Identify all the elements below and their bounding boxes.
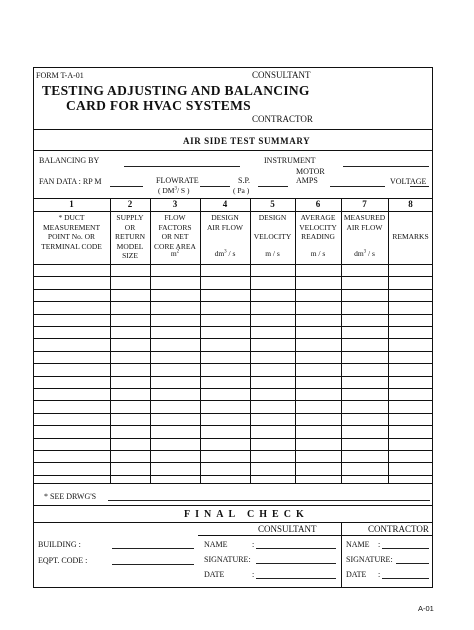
column-number: 6 [315,199,321,209]
column-header-line: SIZE [122,251,138,261]
table-row[interactable] [33,326,433,327]
consultant-name-label: NAME [204,540,228,549]
form-number: FORM T-A-01 [36,71,84,80]
contractor-name-colon: : [378,540,381,549]
column-header-line: CORE AREA [154,241,196,251]
voltage-field[interactable] [410,186,429,187]
column-header [33,213,110,251]
column-header-divider [33,264,433,265]
rpm-field[interactable] [110,186,143,187]
final-check-heading: FINAL CHECK [184,509,309,520]
table-row[interactable] [33,462,433,463]
building-field[interactable] [112,548,194,549]
column-header-line: MEASUREMENT [42,222,101,232]
table-row[interactable] [33,314,433,315]
header-contractor-label: CONTRACTOR [252,114,313,124]
sp-unit: ( Pa ) [233,186,250,195]
consultant-name-field[interactable] [256,548,336,549]
column-header-line: RETURN [115,232,145,242]
table-row[interactable] [33,289,433,290]
final-check-top-divider [33,505,433,506]
column-header-line [388,213,433,223]
consultant-date-field[interactable] [256,578,336,579]
column-number: 1 [69,199,74,209]
summary-heading: AIR SIDE TEST SUMMARY [183,136,311,146]
column-header-line: READING [301,232,335,242]
final-contractor-label: CONTRACTOR [368,524,429,534]
summary-heading-divider [33,150,433,151]
column-header [295,213,341,242]
column-unit: m / s [310,249,326,258]
column-header-line: REMARKS [392,232,429,242]
column-header-line: MEASURED [343,213,386,222]
amps-field[interactable] [330,186,385,187]
table-row[interactable] [33,438,433,439]
contractor-signature-label: SIGNATURE: [346,555,393,564]
column-header-line: AIR FLOW [206,222,244,232]
table-bottom-divider [33,483,433,484]
consultant-signature-label: SIGNATURE: [204,555,251,564]
sp-label: S.P. [238,176,251,185]
table-row[interactable] [33,338,433,339]
final-check-divider [33,522,433,523]
table-column-divider [341,198,342,483]
column-header-line: OR [124,222,136,232]
table-row[interactable] [33,400,433,401]
column-header-line: TERMINAL CODE [41,241,102,251]
column-number: 4 [222,199,228,209]
table-row[interactable] [33,388,433,389]
eqpt-code-label: EQPT. CODE : [38,556,88,565]
table-row[interactable] [33,276,433,277]
column-header-line [250,223,295,233]
building-label: BUILDING : [38,540,81,549]
final-header-divider [198,535,433,536]
see-drawings-field[interactable] [108,500,430,501]
column-header-line: FLOW [164,213,186,222]
amps-label: AMPS [296,176,318,185]
contractor-date-label: DATE [346,570,367,579]
instrument-label: INSTRUMENT [264,156,316,165]
fan-data-label: FAN DATA : RP M [39,177,102,186]
contractor-date-colon: : [378,570,381,579]
column-header [110,213,150,261]
contractor-name-field[interactable] [382,548,429,549]
contractor-signature-field[interactable] [396,563,429,564]
column-header [341,213,388,232]
balancing-by-label: BALANCING BY [39,156,100,165]
motor-label: MOTOR [296,167,325,176]
sp-field[interactable] [258,186,288,187]
form-title-line1: TESTING ADJUSTING AND BALANCING [42,83,310,98]
instrument-field[interactable] [343,166,429,167]
column-header [388,213,433,242]
final-column-divider [341,522,342,588]
column-header-line: AVERAGE [300,213,336,222]
contractor-date-field[interactable] [382,578,429,579]
table-row[interactable] [33,450,433,451]
table-row[interactable] [33,376,433,377]
column-header-line: VELOCITY [253,232,292,242]
header-divider [33,129,433,130]
consultant-date-label: DATE [204,570,225,579]
table-column-divider [200,198,201,483]
column-header-line: SUPPLY [116,213,144,222]
column-header-line: OR NET [161,232,189,242]
column-unit: $dm^3$ / s [214,249,236,258]
see-drawings-note: * SEE DRWG'S [44,492,97,501]
column-unit: $m^2$ [170,249,180,258]
flowrate-label: FLOWRATE [156,176,199,185]
column-header-line: POINT No. OR [47,232,96,242]
column-header-line: VELOCITY [299,222,337,232]
voltage-label: VOLTAGE [390,177,427,186]
flowrate-field[interactable] [200,186,230,187]
table-row[interactable] [33,301,433,302]
column-header-line: * DUCT [58,213,85,222]
table-row[interactable] [33,363,433,364]
column-number-divider [33,211,433,212]
column-header-line [388,223,433,233]
column-header-line: MODEL [116,241,144,251]
column-header-line: AIR FLOW [346,222,383,232]
table-row[interactable] [33,413,433,414]
column-number: 5 [270,199,275,209]
column-header [150,213,200,251]
table-row[interactable] [33,475,433,476]
eqpt-code-field[interactable] [112,564,194,565]
column-number: 7 [362,199,367,209]
column-number: 3 [172,199,178,209]
contractor-name-label: NAME [346,540,370,549]
flowrate-unit: ( $DM^3/$ S ) [158,186,190,195]
table-row[interactable] [33,425,433,426]
column-header [200,213,250,232]
column-header-line: DESIGN [211,213,239,222]
column-header-line: DESIGN [258,213,287,222]
form-title-line2: CARD FOR HVAC SYSTEMS [66,98,251,113]
consultant-date-colon: : [252,570,255,579]
page-id: A-01 [418,604,434,613]
column-number: 2 [127,199,133,209]
consultant-signature-field[interactable] [256,563,336,564]
column-unit: m / s [265,249,280,258]
table-row[interactable] [33,351,433,352]
balancing-by-field[interactable] [124,166,240,167]
column-unit: $dm^3$ / s [354,249,375,258]
header-consultant-label: CONSULTANT [252,70,311,80]
final-consultant-label: CONSULTANT [258,524,317,534]
column-number: 8 [408,199,413,209]
consultant-name-colon: : [252,540,255,549]
column-header [250,213,295,242]
column-header-line: FACTORS [158,222,192,232]
